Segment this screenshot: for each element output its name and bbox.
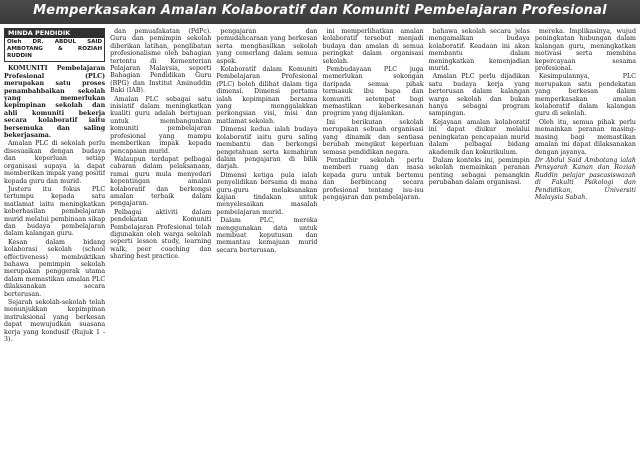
paragraph: pengajaran dan pemudahcaraan yang berkesan serta menghasilkan sekolah yang cemerlang dalam semua aspek. xyxy=(216,28,318,65)
paragraph: Walaupun terdapat pelbagai cabaran dalam pelaksanaan, ramai guru mula menyedari kepentingan amalan kolaboratif dan berkongsi amalan terbaik dalam pengajaran. xyxy=(110,155,212,208)
paragraph: Dimensi kedua ialah budaya kolaboratif iaitu guru saling membantu dan berkongsi pengetahuan serta kemahiran dalam pengajaran di bilik darjah. xyxy=(216,126,318,171)
paragraph: Kolaboratif dalam Komuniti Pembelajaran Profesional (PLC) boleh dilihat dalam tiga dimensi. Dimensi pertama ialah kepimpinan bersama yang menggalakkan perkongsian visi, misi dan matlamat sekolah. xyxy=(216,66,318,125)
paragraph: Ini berikutan sekolah merupakan sebuah organisasi yang dinamik dan sentiasa berubah mengikut keperluan semasa pendidikan negara. xyxy=(322,118,424,156)
headline-banner xyxy=(0,0,640,24)
paragraph: dan pemuafakatan (PdPc). Guru dan pemimpin sekolah diberikan latihan, penglibatan profesionalisme oleh bahagian tertentu di Kementerian Pelajaran Malaysia, seperti Bahagian Pendidikan Guru (BPG) dan Institut Aminuddin Baki (IAB). xyxy=(110,28,212,95)
paragraph: Amalan PLC sebagai satu inisiatif dalam meningkatkan kualiti guru adalah bertujuan untuk membangunkan komuniti pembelajaran profesional yang mampu memberikan impak kepada pencapaian murid. xyxy=(110,95,212,155)
paragraph: Amalan PLC perlu dijadikan satu budaya kerja yang berterusan dalam kalangan warga sekolah dan bukan hanya sebagai program sampingan. xyxy=(428,73,530,118)
paragraph: Dalam PLC, mereka menggunakan data untuk membuat keputusan dan memantau kemajuan murid secara berterusan. xyxy=(216,217,318,254)
paragraph: Kejayaan amalan kolaboratif ini dapat diukur melalui peningkatan pencapaian murid dalam pelbagai bidang akademik dan kokurikulum. xyxy=(428,118,530,156)
column-2 xyxy=(110,28,211,448)
paragraph: Dalam konteks ini, pemimpin sekolah memainkan peranan penting sebagai pemangkin perubahan dalam organisasi. xyxy=(428,156,530,187)
paragraph: Kesimpulannya, PLC merupakan satu pendekatan yang berkesan dalam memperkasakan amalan kolaboratif dalam kalangan guru di sekolah. xyxy=(534,73,636,118)
article-body xyxy=(4,28,636,448)
paragraph: Pembudayaan PLC juga memerlukan sokongan daripada semua pihak termasuk ibu bapa dan komuniti setempat bagi memastikan keberkesanan program yang dijalankan. xyxy=(322,66,424,118)
paragraph: bahawa sekolah secara jelas mengamalkan budaya kolaboratif. Keadaan ini akan membantu dalam meningkatkan kemenjadian murid. xyxy=(428,28,530,73)
paragraph: Kesan dalam bidang kolaborasi sekolah (school effectiveness) membuktikan bahawa pemimpin sekolah merupakan penggerak utama dalam memastikan amalan PLC dilaksanakan secara berterusan. xyxy=(4,238,106,298)
paragraph: Dimensi ketiga pula ialah penyelidikan bersama di mana guru-guru melaksanakan kajian tindakan untuk menyelesaikan masalah pembelajaran murid. xyxy=(216,171,318,216)
paragraph: Amalan PLC di sekolah perlu disesuaikan dengan budaya dan keperluan setiap organisasi supaya ia dapat memberikan impak yang positif kepada guru dan murid. xyxy=(4,140,106,185)
paragraph: KOMUNITI Pembelajaran Profesional (PLC) merupakan satu proses penambahbaikan sekolah yang memerlukan kepimpinan sekolah dan ahli komuniti bekerja secara kolaboratif iaitu bersemuka dan saling bekerjasama. xyxy=(4,65,106,140)
author-bio: Dr Abdul Said Ambotang ialah Pensyarah Kanan dan Roziah Ruddin pelajar pascasiswazah di Fakulti Psikologi dan Pendidikan, Universiti Malaysia Sabah. xyxy=(534,156,636,201)
author-byline: Oleh DR. ABDUL SAID AMBOTANG & ROZIAH RUDDIN xyxy=(7,39,103,60)
byline-box xyxy=(4,28,105,62)
column-6 xyxy=(535,28,636,448)
paragraph: Pentadbir sekolah perlu memberi ruang dan masa kepada guru untuk bertemu dan berbincang secara profesional tentang isu-isu pengajaran dan pembelajaran. xyxy=(322,156,424,201)
paragraph: Sejarah sekolah-sekolah telah menunjukkan kepimpinan instruksional yang berkesan dapat mewujudkan suasana kerja yang kondusif (Rujuk 1 - 3). xyxy=(4,299,106,344)
paragraph: Pelbagai aktiviti dalam pendekatan Komuniti Pembelajaran Profesional telah digunakan oleh warga sekolah seperti lesson study, learning walk, peer coaching dan sharing best practice. xyxy=(110,208,212,261)
headline: Memperkasakan Amalan Kolaboratif dan Komuniti Pembelajaran Profesional xyxy=(33,3,607,18)
column-4 xyxy=(323,28,424,448)
section-label: MINDA PENDIDIK xyxy=(5,29,104,38)
column-3 xyxy=(216,28,317,448)
column-5 xyxy=(429,28,530,448)
paragraph: ini memperlihatkan amalan kolaboratif tersebut menjadi budaya dan amalan di semua peringkat dalam organisasi sekolah. xyxy=(322,28,424,65)
paragraph: mereka. Implikasinya, wujud peningkatan hubungan dalam kalangan guru, meningkatkan motivasi serta membina kepercayaan sesama profesional. xyxy=(534,28,636,73)
paragraph: Justeru itu fokus PLC tertumpu kepada satu matlamat iaitu meningkatkan keberhasilan pembelajaran murid melalui pembinaan sikap dan budaya pembelajaran dalam kalangan guru. xyxy=(4,185,106,238)
paragraph: Oleh itu, semua pihak perlu memainkan peranan masing-masing bagi memastikan amalan ini dapat dilaksanakan dengan jayanya. xyxy=(534,118,636,156)
column-1 xyxy=(4,28,105,448)
